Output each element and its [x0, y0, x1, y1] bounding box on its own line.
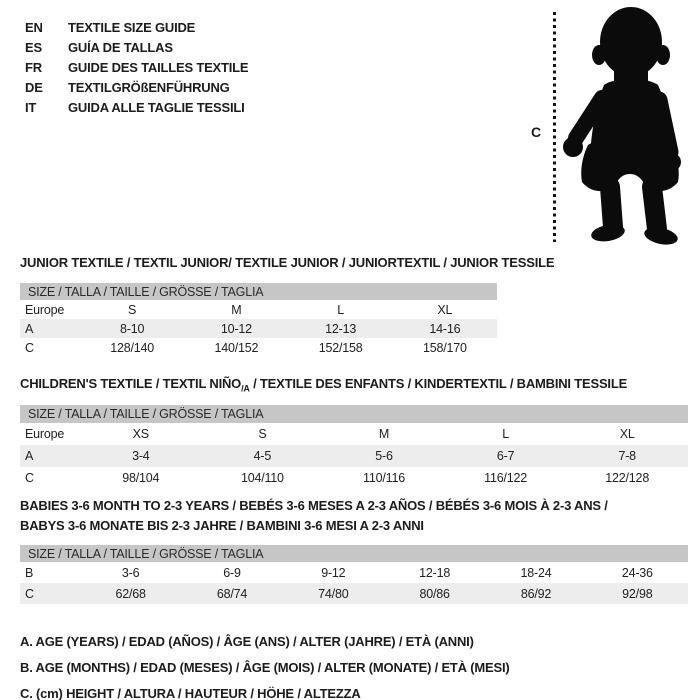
table-cell: 122/128	[605, 471, 650, 485]
row-label: A	[25, 449, 34, 463]
table-header-bar: SIZE / TALLA / TAILLE / GRÖSSE / TAGLIA	[20, 545, 688, 562]
language-title: TEXTILGRÖßENFÜHRUNG	[68, 79, 230, 95]
table-cell: S	[258, 427, 267, 441]
title-text: CHILDREN'S TEXTILE / TEXTIL NIÑO	[20, 376, 242, 391]
table-cell: 62/68	[115, 586, 146, 601]
table-row-height	[20, 467, 688, 489]
height-dotted-line	[553, 12, 556, 242]
table-cell: XL	[619, 427, 635, 441]
language-code: DE	[25, 79, 43, 95]
junior-size-table	[20, 283, 497, 357]
row-label: C	[25, 471, 34, 485]
row-label: A	[25, 321, 34, 336]
language-title: GUIDA ALLE TAGLIE TESSILI	[68, 99, 245, 115]
table-cell: 158/170	[422, 340, 467, 355]
language-row-en	[25, 17, 248, 37]
table-cell: 3-6	[121, 565, 140, 580]
table-cell: 10-12	[220, 321, 252, 336]
table-row-age	[20, 319, 497, 338]
table-cell: 80/86	[419, 586, 450, 601]
row-label: C	[25, 340, 34, 355]
title-subscript: /A	[241, 383, 250, 394]
language-title: GUÍA DE TALLAS	[68, 39, 173, 55]
table-cell: 110/116	[363, 471, 405, 485]
table-cell: 86/92	[520, 586, 552, 601]
table-cell: 7-8	[618, 449, 636, 463]
table-cell: 14-16	[429, 321, 461, 336]
language-code: IT	[25, 99, 37, 115]
table-row-months	[20, 562, 688, 583]
language-title: TEXTILE SIZE GUIDE	[68, 19, 196, 35]
babies-section-title	[20, 496, 608, 536]
table-cell: 128/140	[110, 340, 155, 355]
table-cell: 4-5	[253, 449, 272, 463]
table-cell: 152/158	[318, 340, 363, 355]
language-code: FR	[25, 59, 42, 75]
table-cell: 6-9	[223, 565, 241, 580]
language-row-fr	[25, 57, 248, 77]
row-label: B	[25, 565, 34, 580]
table-cell: 9-12	[321, 565, 346, 580]
toddler-silhouette-icon	[558, 5, 698, 247]
children-size-table	[20, 405, 688, 489]
table-header-bar: SIZE / TALLA / TAILLE / GRÖSSE / TAGLIA	[20, 405, 688, 423]
footnote-age-months: B. AGE (MONTHS) / EDAD (MESES) / ÂGE (MOIS) / ALTER (MONATE) / ETÀ (MESI)	[20, 660, 510, 675]
table-cell: 92/98	[622, 586, 653, 601]
table-cell: 24-36	[621, 565, 653, 580]
table-cell: M	[378, 427, 390, 441]
table-cell: 8-10	[120, 321, 145, 336]
footnotes	[20, 629, 510, 700]
language-title: GUIDE DES TAILLES TEXTILE	[68, 59, 249, 75]
height-measure-label: C	[531, 124, 542, 140]
footnote-height-cm: C. (cm) HEIGHT / ALTURA / HAUTEUR / HÖHE / ALTEZZA	[20, 686, 361, 700]
table-row-height	[20, 338, 497, 357]
children-section-title	[20, 374, 627, 399]
language-code: EN	[25, 19, 43, 35]
table-cell: 74/80	[318, 586, 349, 601]
table-cell: 5-6	[375, 449, 393, 463]
footnote-age-years: A. AGE (YEARS) / EDAD (AÑOS) / ÂGE (ANS) / ALTER (JAHRE) / ETÀ (ANNI)	[20, 634, 474, 649]
table-cell: 104/110	[240, 471, 284, 485]
title-text: / TEXTILE DES ENFANTS / KINDERTEXTIL / BAMBINI TESSILE	[249, 376, 628, 391]
row-label: C	[25, 586, 34, 601]
table-cell: S	[128, 302, 137, 317]
table-cell: 6-7	[496, 449, 515, 463]
table-cell: 98/104	[122, 471, 160, 485]
table-cell: L	[337, 302, 344, 317]
row-label: Europe	[25, 427, 65, 441]
table-cell: XL	[437, 302, 453, 317]
title-line-1: BABIES 3-6 MONTH TO 2-3 YEARS / BEBÉS 3-6 MESES A 2-3 AÑOS / BÉBÉS 3-6 MOIS À 2-3 ANS /	[20, 498, 608, 513]
table-header-bar: SIZE / TALLA / TAILLE / GRÖSSE / TAGLIA	[20, 283, 497, 300]
table-cell: 18-24	[520, 565, 552, 580]
table-row-height	[20, 583, 688, 604]
table-cell: 12-18	[419, 565, 451, 580]
table-cell: 3-4	[132, 449, 150, 463]
language-list	[25, 17, 248, 117]
title-line-2: BABYS 3-6 MONATE BIS 2-3 JAHRE / BAMBINI 3-6 MESI A 2-3 ANNI	[20, 518, 424, 533]
language-code: ES	[25, 39, 42, 55]
junior-section-title: JUNIOR TEXTILE / TEXTIL JUNIOR/ TEXTILE JUNIOR / JUNIORTEXTIL / JUNIOR TESSILE	[20, 255, 555, 270]
table-row-europe	[20, 423, 688, 445]
table-cell: 68/74	[216, 586, 248, 601]
babies-size-table	[20, 545, 688, 604]
table-cell: 140/152	[214, 340, 259, 355]
table-row-europe	[20, 300, 497, 319]
table-cell: 116/122	[484, 471, 527, 485]
table-cell: XS	[132, 427, 149, 441]
language-row-de	[25, 77, 248, 97]
language-row-es	[25, 37, 248, 57]
table-cell: 12-13	[325, 321, 357, 336]
table-row-age	[20, 445, 688, 467]
table-cell: L	[502, 427, 509, 441]
language-row-it	[25, 97, 248, 117]
table-cell: M	[231, 302, 242, 317]
row-label: Europe	[25, 302, 65, 317]
